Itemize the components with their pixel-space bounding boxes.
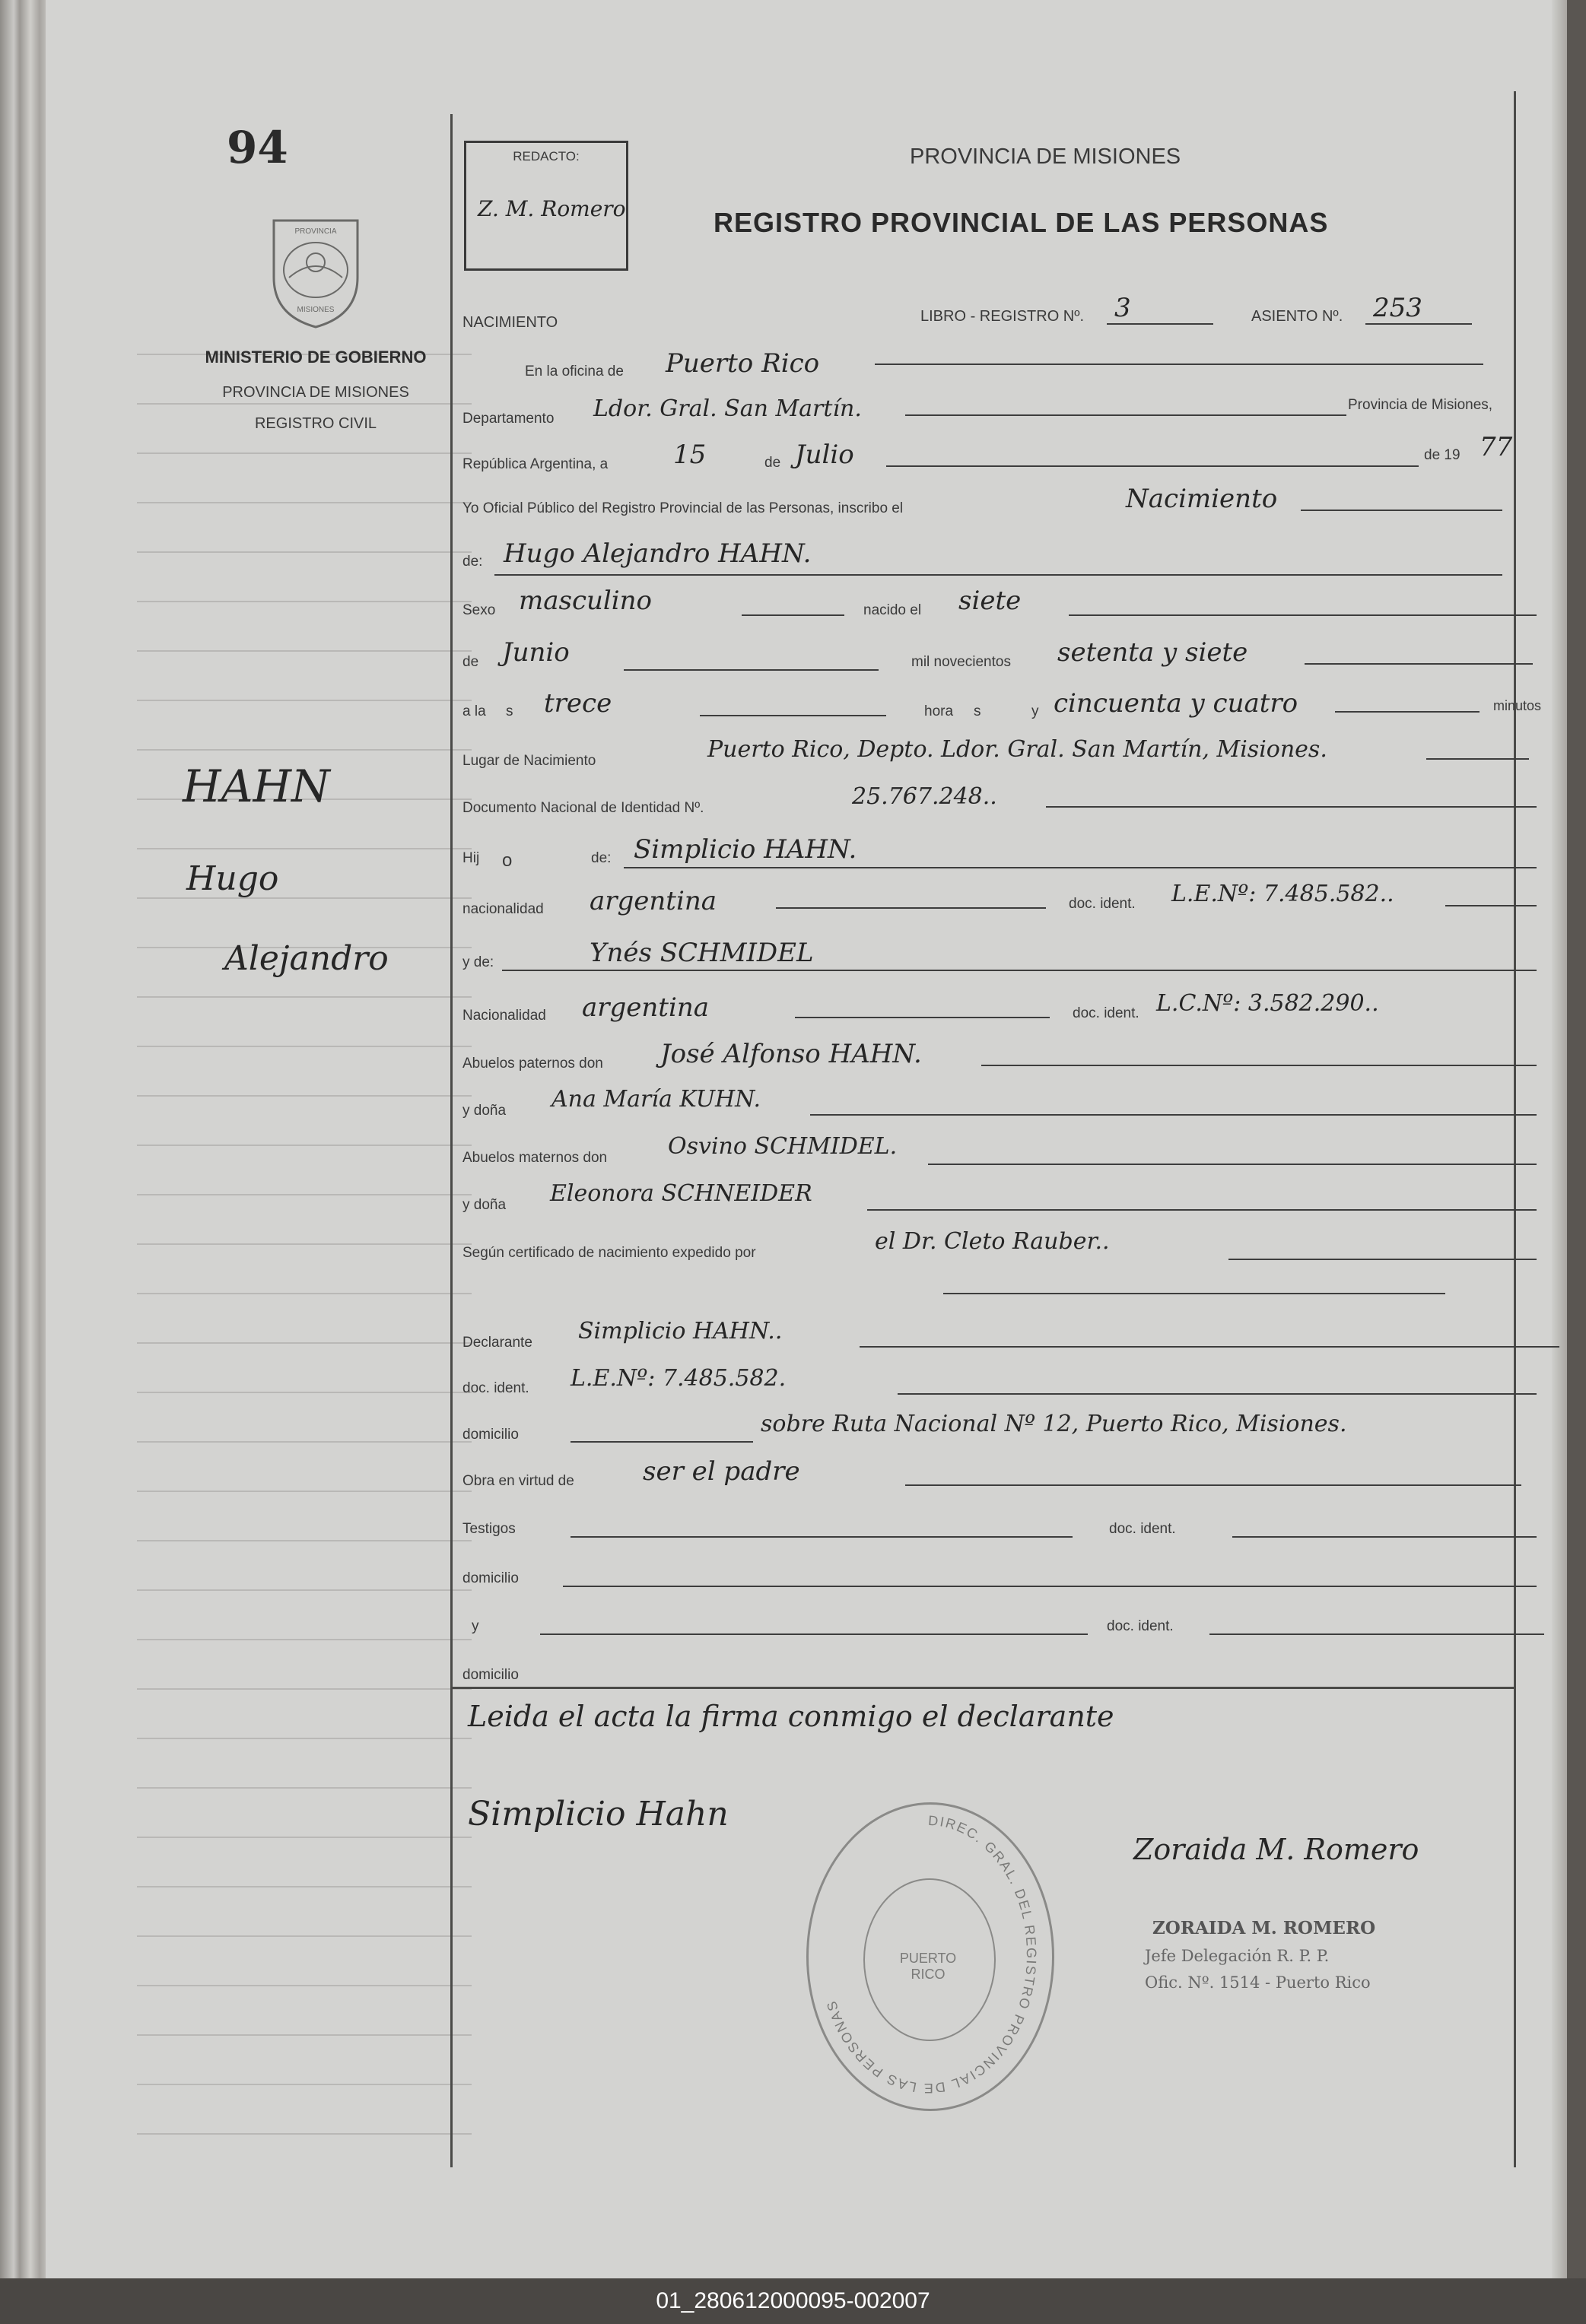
province-label: PROVINCIA DE MISIONES: [222, 384, 409, 401]
margin-name-2: Alejandro: [224, 939, 389, 978]
y2-label: y: [472, 1618, 479, 1634]
departamento-value: Ldor. Gral. San Martín.: [593, 395, 862, 422]
mil-label: mil novecientos: [911, 654, 1011, 670]
image-id-footer: 01_280612000095-002007: [0, 2278, 1586, 2324]
republica-label: República Argentina, a: [462, 456, 609, 472]
abmat-label: Abuelos maternos don: [462, 1150, 608, 1166]
closing-note: Leida el acta la firma conmigo el declarante: [468, 1700, 1114, 1733]
ministry-label: MINISTERIO DE GOBIERNO: [205, 348, 427, 367]
margin-surname: HAHN: [183, 760, 330, 812]
nacido-label: nacido el: [863, 602, 922, 618]
nombre-value: Hugo Alejandro HAHN.: [504, 538, 812, 569]
header-title: REGISTRO PROVINCIAL DE LAS PERSONAS: [714, 207, 1329, 238]
lugar-label: Lugar de Nacimiento: [462, 753, 596, 769]
frame-left-line: [450, 114, 453, 2167]
doc-madre-value: L.C.Nº: 3.582.290..: [1156, 990, 1379, 1017]
sexo-value: masculino: [519, 586, 653, 616]
testigos-label: Testigos: [462, 1521, 516, 1537]
abpat-value: José Alfonso HAHN.: [660, 1039, 922, 1069]
abmat-dona-value: Eleonora SCHNEIDER: [550, 1180, 812, 1207]
libro-value: 3: [1114, 293, 1131, 323]
libro-label: LIBRO - REGISTRO Nº.: [920, 308, 1085, 325]
dia-value: 15: [673, 440, 707, 470]
registry-label: REGISTRO CIVIL: [254, 415, 377, 432]
seal-ring-label: DIREC. GRAL. DEL REGISTRO PROVINCIAL DE LAS PERSONAS: [823, 1812, 1039, 2097]
register-page: [46, 0, 1567, 2278]
de-label: de: [764, 455, 781, 471]
inscribo-value: Nacimiento: [1126, 484, 1278, 514]
certificado-label: Según certificado de nacimiento expedido por: [462, 1245, 756, 1261]
domicilio2-label: domicilio: [462, 1570, 519, 1586]
nac-madre-value: argentina: [582, 992, 710, 1023]
minutos-label: minutos: [1493, 698, 1542, 713]
ydona2-label: y doña: [462, 1197, 507, 1213]
madre-value: Ynés SCHMIDEL: [590, 938, 814, 968]
province-shield-icon: [259, 209, 373, 331]
dni-label: Documento Nacional de Identidad Nº.: [462, 800, 704, 816]
mes-nac-value: Junio: [502, 637, 570, 668]
asiento-value: 253: [1373, 293, 1422, 323]
abpat-dona-value: Ana María KUHN.: [551, 1086, 761, 1113]
nacido-value: siete: [958, 586, 1022, 616]
nac2-label: Nacionalidad: [462, 1008, 546, 1024]
stamp-name: ZORAIDA M. ROMERO: [1152, 1918, 1376, 1938]
lugar-value: Puerto Rico, Depto. Ldor. Gral. San Martín, Misiones.: [707, 736, 1327, 763]
nac-padre-value: argentina: [590, 886, 717, 916]
provincia-label: Provincia de Misiones,: [1348, 397, 1493, 413]
dni-value: 25.767.248..: [852, 783, 997, 810]
frame-right-line: [1514, 91, 1516, 2167]
stamp-office: Ofic. Nº. 1514 - Puerto Rico: [1145, 1973, 1371, 1992]
ydona-label: y doña: [462, 1103, 507, 1119]
hora-value: trece: [544, 688, 612, 719]
declarante-signature: Simplicio Hahn: [468, 1795, 729, 1833]
ala-s: s: [506, 703, 513, 719]
page-number: 94: [227, 122, 288, 173]
docident5-label: doc. ident.: [1107, 1618, 1174, 1634]
redacto-label: REDACTO:: [513, 149, 580, 164]
asiento-label: ASIENTO Nº.: [1251, 308, 1343, 325]
docident3-label: doc. ident.: [462, 1380, 529, 1396]
yde-label: y de:: [462, 954, 494, 970]
minutos-value: cincuenta y cuatro: [1054, 688, 1298, 719]
page-right-edge: [1552, 0, 1567, 2278]
y-label: y: [1031, 703, 1039, 719]
horas-label: hora: [924, 703, 954, 719]
padre-value: Simplicio HAHN.: [634, 834, 857, 865]
abpat-label: Abuelos paternos don: [462, 1056, 603, 1072]
ala-label: a la: [462, 703, 486, 719]
certificado-value: el Dr. Cleto Rauber..: [875, 1228, 1110, 1255]
de4-label: de:: [591, 850, 612, 866]
oficina-value: Puerto Rico: [666, 348, 820, 379]
declarante-label: Declarante: [462, 1335, 532, 1351]
domicilio-label: domicilio: [462, 1427, 519, 1443]
docident4-label: doc. ident.: [1109, 1521, 1176, 1537]
de2-label: de:: [462, 554, 483, 570]
margin-name-1: Hugo: [186, 859, 279, 898]
stamp-role: Jefe Delegación R. P. P.: [1145, 1947, 1330, 1965]
declarante-value: Simplicio HAHN..: [578, 1318, 783, 1345]
frame-separator: [453, 1687, 1516, 1689]
sexo-label: Sexo: [462, 602, 496, 618]
act-type: NACIMIENTO: [462, 314, 558, 331]
shield-text-bottom: MISIONES: [297, 306, 335, 314]
departamento-label: Departamento: [462, 411, 555, 427]
abmat-value: Osvino SCHMIDEL.: [668, 1133, 898, 1160]
obra-label: Obra en virtud de: [462, 1473, 574, 1489]
shield-text-top: PROVINCIA: [294, 227, 337, 236]
header-province: PROVINCIA DE MISIONES: [910, 144, 1181, 169]
doc-declarante-value: L.E.Nº: 7.485.582.: [571, 1365, 787, 1392]
redacto-signature: Z. M. Romero: [478, 196, 626, 221]
docident2-label: doc. ident.: [1073, 1005, 1139, 1021]
domicilio3-label: domicilio: [462, 1667, 519, 1683]
horas-s: s: [974, 703, 981, 719]
hijo-label: Hij: [462, 850, 480, 866]
obra-value: ser el padre: [643, 1456, 800, 1487]
oficial-signature: Zoraida M. Romero: [1133, 1833, 1419, 1866]
anio-label: de 19: [1424, 447, 1460, 463]
anio-nac-value: setenta y siete: [1057, 637, 1248, 668]
redacto-box: [464, 141, 628, 271]
oficina-label: En la oficina de: [525, 364, 624, 379]
doc-padre-value: L.E.Nº: 7.485.582..: [1171, 881, 1394, 907]
domicilio-value: sobre Ruta Nacional Nº 12, Puerto Rico, Misiones.: [761, 1411, 1347, 1437]
de3-label: de: [462, 654, 479, 670]
docident-label: doc. ident.: [1069, 896, 1136, 912]
inscribo-label: Yo Oficial Público del Registro Provincial de las Personas, inscribo el: [462, 500, 904, 516]
nac-label: nacionalidad: [462, 901, 544, 917]
anio-value: 77: [1480, 432, 1513, 462]
seal-center-text: PUERTO RICO: [899, 1951, 957, 1982]
mes-value: Julio: [795, 440, 854, 470]
hijo-o: o: [502, 850, 513, 871]
